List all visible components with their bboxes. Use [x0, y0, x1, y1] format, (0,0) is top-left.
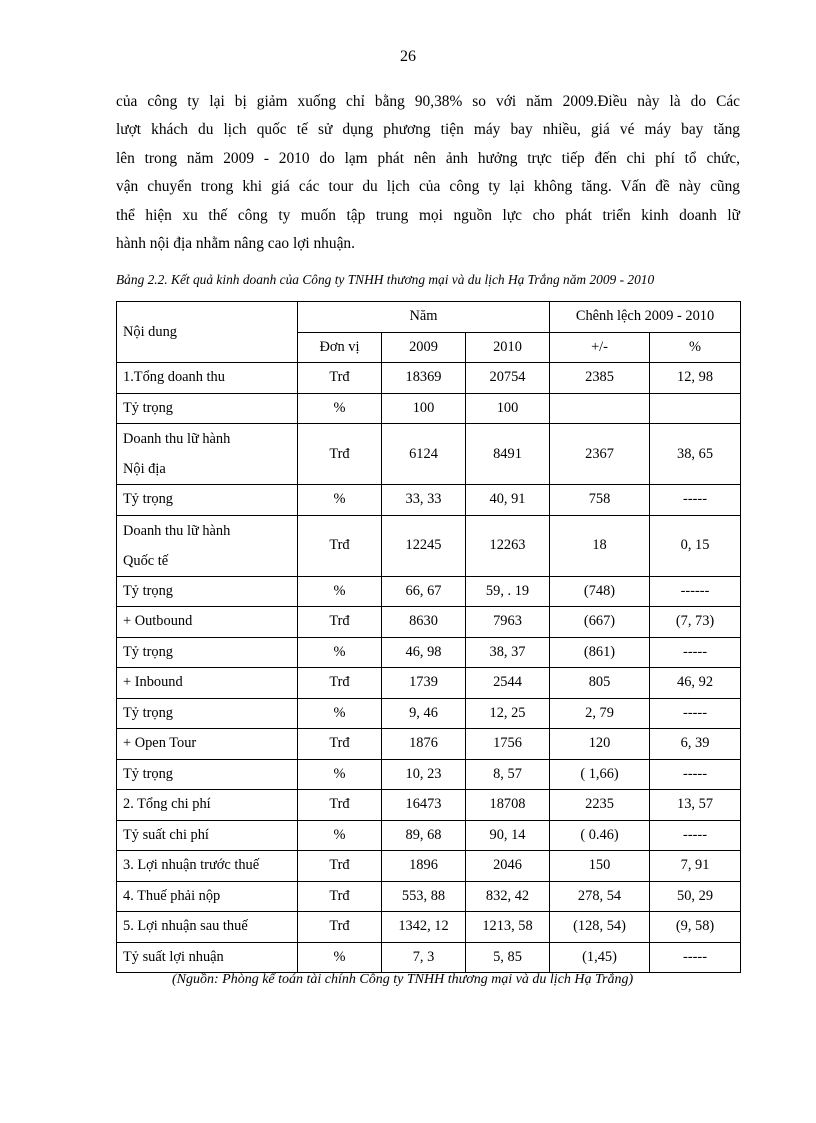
cell-percent [650, 393, 741, 424]
header-diff-group: Chênh lệch 2009 - 2010 [550, 302, 741, 333]
cell-2009: 553, 88 [382, 881, 466, 912]
cell-diff: 2367 [550, 424, 650, 485]
cell-2010: 8491 [466, 424, 550, 485]
cell-percent: 38, 65 [650, 424, 741, 485]
table-row [117, 820, 741, 851]
cell-percent: ----- [650, 942, 741, 973]
cell-percent: ------ [650, 576, 741, 607]
row-label-line2: Quốc tế [123, 552, 169, 569]
row-label: 4. Thuế phải nộp [117, 881, 298, 912]
table-row [117, 363, 741, 394]
cell-percent: ----- [650, 820, 741, 851]
cell-2010: 8, 57 [466, 759, 550, 790]
row-label: Tỷ trọng [117, 393, 298, 424]
row-label-line2: Nội địa [123, 461, 166, 477]
cell-2009: 18369 [382, 363, 466, 394]
row-label: Tỷ suất lợi nhuận [117, 942, 298, 973]
cell-percent: 46, 92 [650, 668, 741, 699]
cell-2010: 100 [466, 393, 550, 424]
cell-2009: 100 [382, 393, 466, 424]
cell-percent: ----- [650, 637, 741, 668]
cell-diff: 2, 79 [550, 698, 650, 729]
table-row [117, 698, 741, 729]
cell-unit: Trđ [298, 515, 382, 576]
cell-percent: 6, 39 [650, 729, 741, 760]
cell-diff: (128, 54) [550, 912, 650, 943]
row-label: + Open Tour [117, 729, 298, 760]
cell-2009: 9, 46 [382, 698, 466, 729]
table-row [117, 424, 741, 485]
row-label: Tỷ trọng [117, 637, 298, 668]
cell-diff: 2235 [550, 790, 650, 821]
cell-unit: % [298, 485, 382, 516]
cell-diff: 18 [550, 515, 650, 576]
cell-unit: Trđ [298, 607, 382, 638]
row-label-line1: Doanh thu lữ hành [123, 522, 231, 539]
cell-unit: Trđ [298, 881, 382, 912]
header-content: Nội dung [117, 302, 298, 363]
cell-unit: Trđ [298, 729, 382, 760]
cell-diff: 278, 54 [550, 881, 650, 912]
cell-2010: 90, 14 [466, 820, 550, 851]
paragraph-line: hành nội địa nhằm nâng cao lợi nhuận. [116, 234, 355, 252]
cell-percent: ----- [650, 698, 741, 729]
cell-2010: 12, 25 [466, 698, 550, 729]
cell-percent: ----- [650, 759, 741, 790]
header-percent: % [650, 332, 741, 363]
row-label: 3. Lợi nhuận trước thuế [117, 851, 298, 882]
cell-diff: 120 [550, 729, 650, 760]
cell-diff: ( 0.46) [550, 820, 650, 851]
row-label-line1: Doanh thu lữ hành [123, 431, 231, 447]
table-row [117, 851, 741, 882]
cell-diff [550, 393, 650, 424]
cell-unit: Trđ [298, 912, 382, 943]
cell-2009: 8630 [382, 607, 466, 638]
cell-diff: 758 [550, 485, 650, 516]
cell-unit: Trđ [298, 363, 382, 394]
table-caption: Bảng 2.2. Kết quả kinh doanh của Công ty TNHH thương mại và du lịch Hạ Trắng năm 2009 - 2010 [116, 272, 655, 287]
cell-percent: 50, 29 [650, 881, 741, 912]
table-row [117, 668, 741, 699]
row-label: 5. Lợi nhuận sau thuế [117, 912, 298, 943]
header-year-group: Năm [298, 302, 550, 333]
cell-unit: % [298, 637, 382, 668]
table-row [117, 729, 741, 760]
table-row [117, 607, 741, 638]
table-header-row [117, 302, 741, 333]
cell-2009: 33, 33 [382, 485, 466, 516]
row-label: + Outbound [117, 607, 298, 638]
cell-2009: 46, 98 [382, 637, 466, 668]
cell-percent: 0, 15 [650, 515, 741, 576]
page-number: 26 [400, 48, 416, 65]
cell-percent: (7, 73) [650, 607, 741, 638]
cell-2010: 7963 [466, 607, 550, 638]
cell-unit: % [298, 698, 382, 729]
table-row [117, 942, 741, 973]
cell-2010: 832, 42 [466, 881, 550, 912]
cell-2009: 10, 23 [382, 759, 466, 790]
paragraph-line: của công ty lại bị giảm xuống chỉ bằng 90,38% so với năm 2009.Điều này là do Các [116, 93, 740, 110]
table-body [117, 363, 741, 973]
cell-2010: 12263 [466, 515, 550, 576]
cell-2010: 20754 [466, 363, 550, 394]
table-row [117, 393, 741, 424]
row-label: Tỷ trọng [117, 759, 298, 790]
cell-2009: 66, 67 [382, 576, 466, 607]
cell-unit: Trđ [298, 851, 382, 882]
cell-percent: ----- [650, 485, 741, 516]
cell-2010: 2544 [466, 668, 550, 699]
cell-2009: 1896 [382, 851, 466, 882]
table-row [117, 637, 741, 668]
cell-2010: 5, 85 [466, 942, 550, 973]
cell-unit: % [298, 576, 382, 607]
row-label: 1.Tổng doanh thu [117, 363, 298, 394]
cell-2009: 1876 [382, 729, 466, 760]
cell-diff: (861) [550, 637, 650, 668]
cell-2009: 1342, 12 [382, 912, 466, 943]
cell-diff: ( 1,66) [550, 759, 650, 790]
cell-unit: Trđ [298, 668, 382, 699]
paragraph-line: vận chuyển trong khi giá các tour du lịch của công ty lại không tăng. Vấn đề này cũng [116, 178, 740, 196]
cell-diff: 150 [550, 851, 650, 882]
cell-2009: 1739 [382, 668, 466, 699]
cell-diff: 2385 [550, 363, 650, 394]
cell-diff: (748) [550, 576, 650, 607]
row-label: Tỷ suất chi phí [117, 820, 298, 851]
cell-percent: 7, 91 [650, 851, 741, 882]
cell-2010: 38, 37 [466, 637, 550, 668]
table-row [117, 485, 741, 516]
row-label: 2. Tổng chi phí [117, 790, 298, 821]
source-note: (Nguồn: Phòng kế toán tài chính Công ty TNHH thương mại và du lịch Hạ Trắng) [172, 972, 634, 987]
cell-2009: 89, 68 [382, 820, 466, 851]
cell-2009: 16473 [382, 790, 466, 821]
row-label: + Inbound [117, 668, 298, 699]
row-label: Tỷ trọng [117, 576, 298, 607]
cell-2010: 40, 91 [466, 485, 550, 516]
cell-diff: (1,45) [550, 942, 650, 973]
cell-2010: 1213, 58 [466, 912, 550, 943]
cell-2010: 1756 [466, 729, 550, 760]
cell-unit: Trđ [298, 790, 382, 821]
paragraph-line: lên trong năm 2009 - 2010 do lạm phát nên ảnh hưởng trực tiếp đến chi phí tổ chức, [116, 149, 740, 167]
cell-2010: 59, . 19 [466, 576, 550, 607]
table-row [117, 759, 741, 790]
cell-percent: 13, 57 [650, 790, 741, 821]
table-row [117, 912, 741, 943]
cell-unit: % [298, 759, 382, 790]
row-label: Tỷ trọng [117, 485, 298, 516]
table-row [117, 515, 741, 576]
row-label [117, 515, 298, 576]
header-2010: 2010 [466, 332, 550, 363]
cell-2009: 12245 [382, 515, 466, 576]
cell-diff: 805 [550, 668, 650, 699]
cell-unit: % [298, 820, 382, 851]
cell-2009: 6124 [382, 424, 466, 485]
header-unit: Đơn vị [298, 332, 382, 363]
table-row [117, 576, 741, 607]
business-results-table [116, 301, 741, 973]
cell-2009: 7, 3 [382, 942, 466, 973]
cell-percent: (9, 58) [650, 912, 741, 943]
cell-percent: 12, 98 [650, 363, 741, 394]
table-row [117, 790, 741, 821]
paragraph-line: thể hiện xu thế công ty muốn tập trung mọi nguồn lực cho phát triển kinh doanh lữ [116, 206, 740, 224]
cell-unit: % [298, 942, 382, 973]
header-2009: 2009 [382, 332, 466, 363]
row-label: Tỷ trọng [117, 698, 298, 729]
cell-diff: (667) [550, 607, 650, 638]
cell-2010: 2046 [466, 851, 550, 882]
cell-unit: % [298, 393, 382, 424]
cell-unit: Trđ [298, 424, 382, 485]
row-label [117, 424, 298, 485]
cell-2010: 18708 [466, 790, 550, 821]
table-row [117, 881, 741, 912]
paragraph-line: lượt khách du lịch quốc tế sử dụng phương tiện máy bay nhiều, giá vé máy bay tăng [116, 121, 740, 139]
header-plus-minus: +/- [550, 332, 650, 363]
body-paragraph [116, 88, 740, 258]
